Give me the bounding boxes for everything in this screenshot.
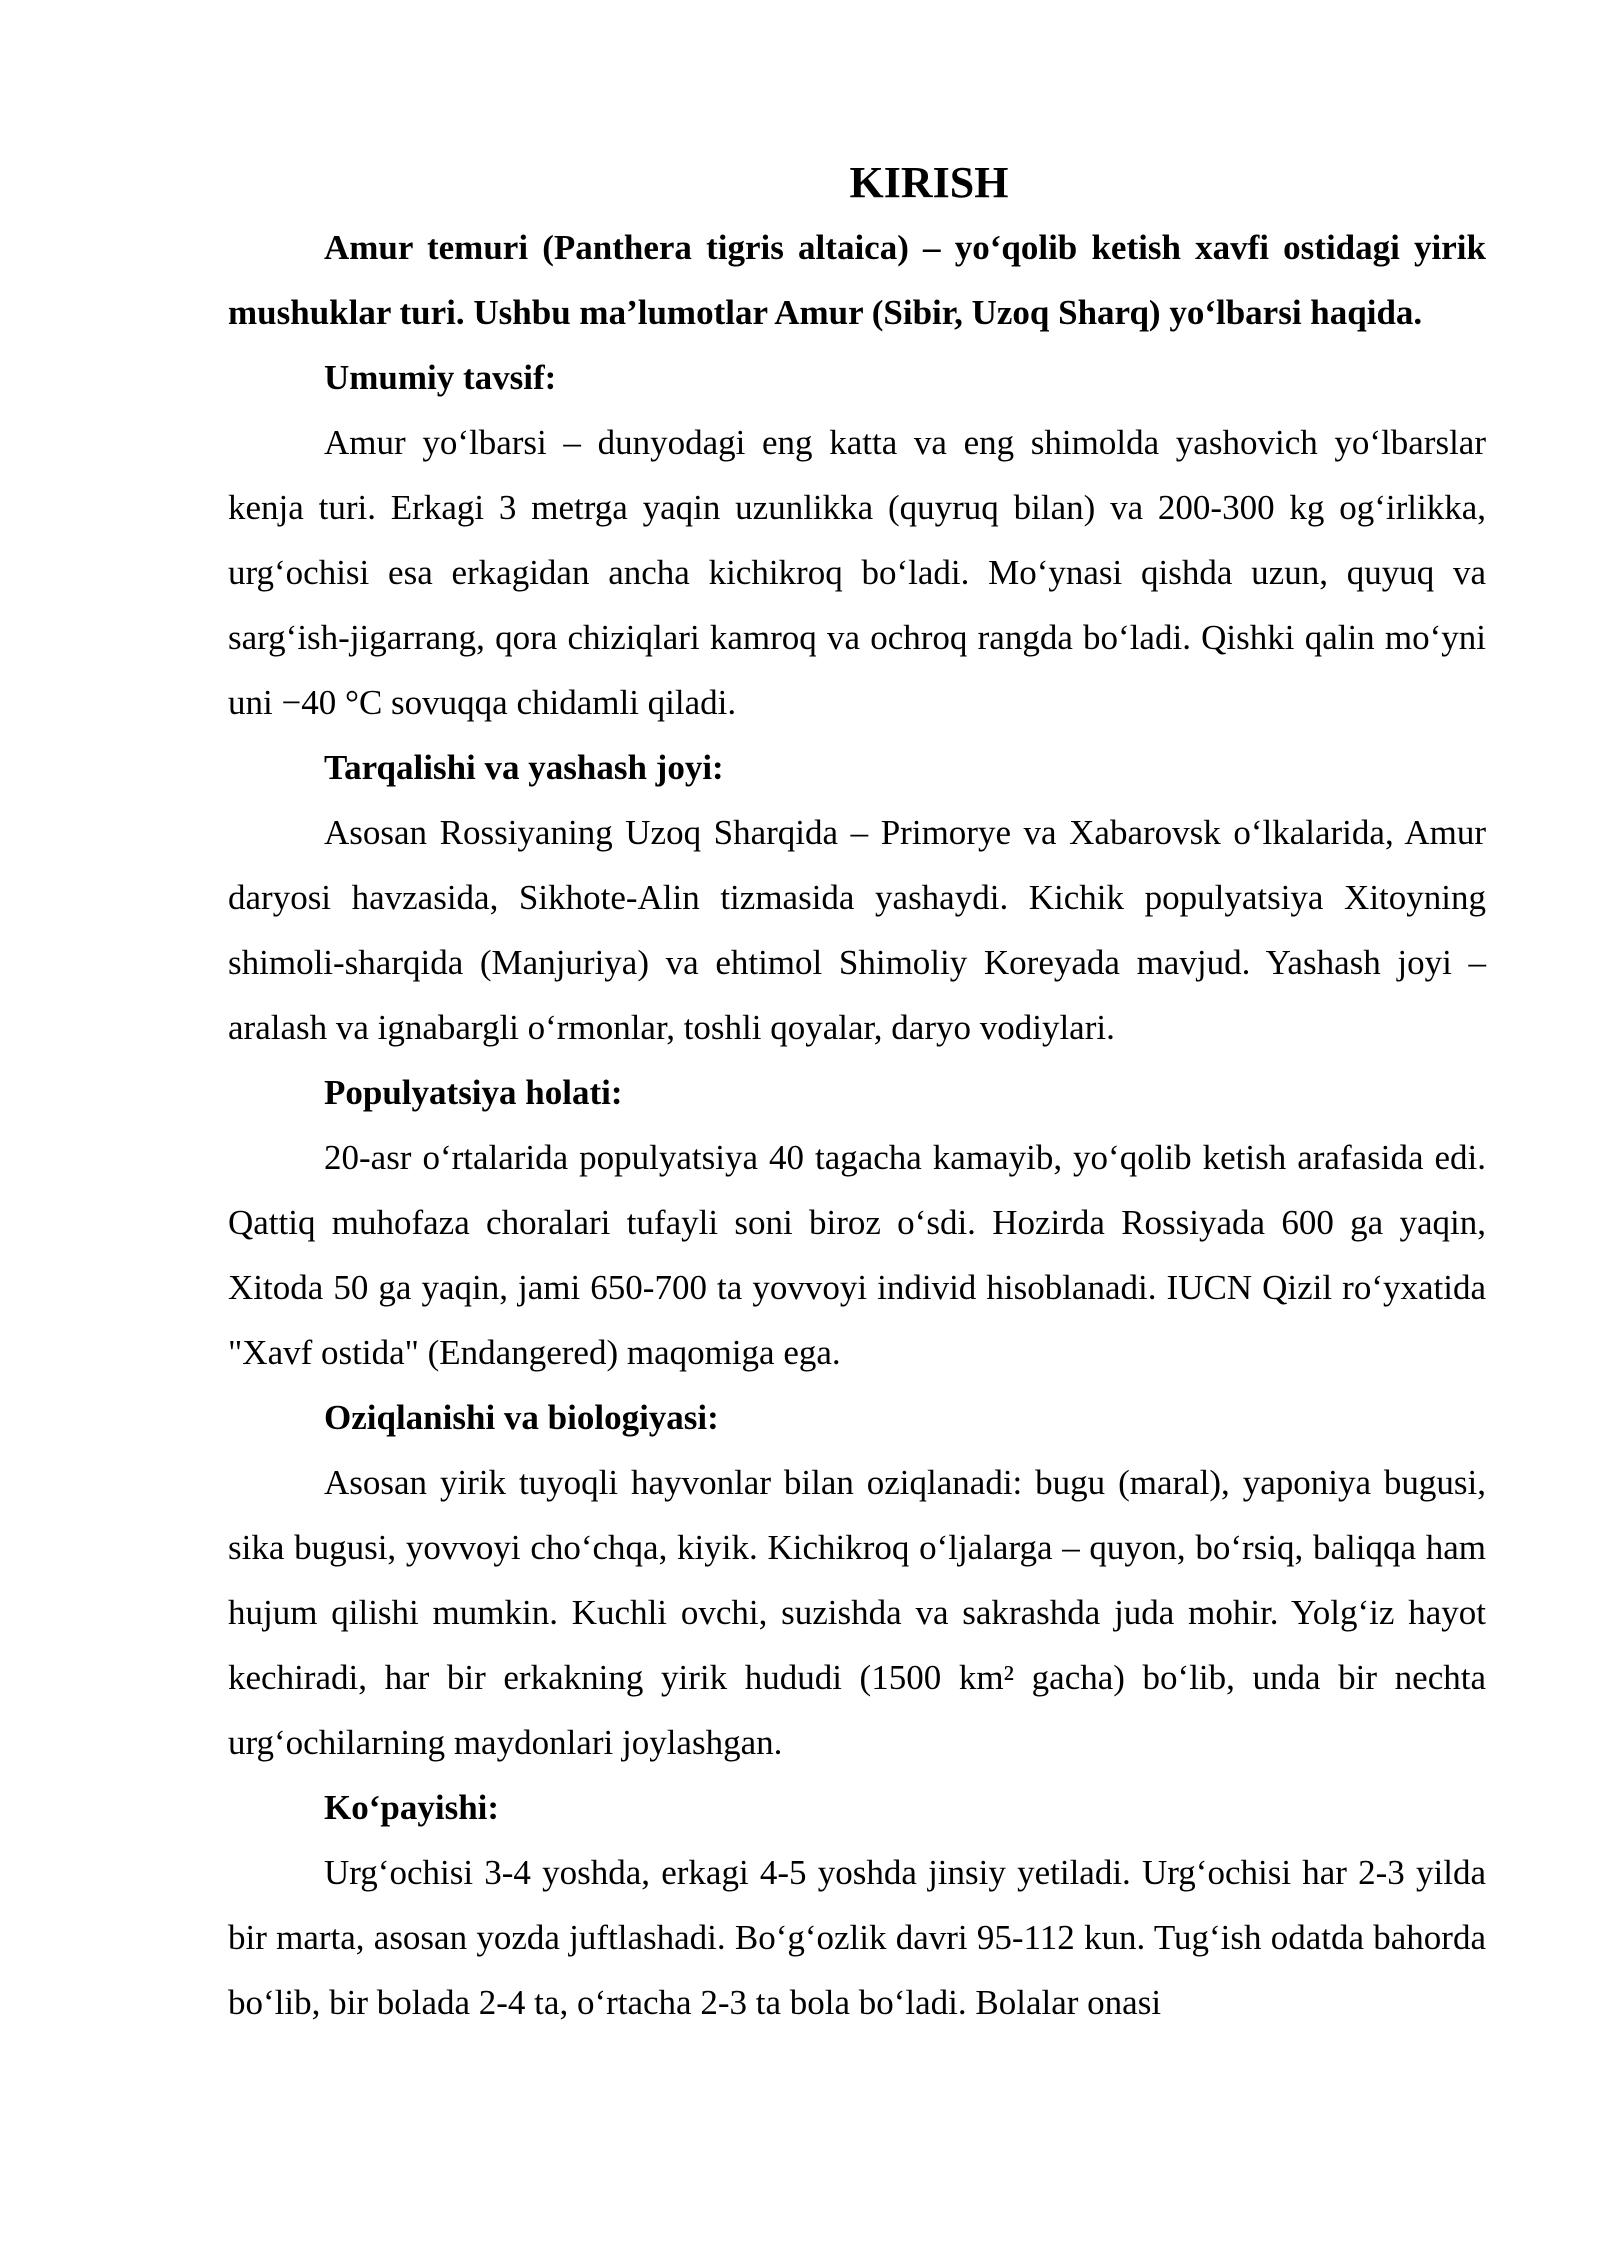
section-heading-reproduction: Ko‘payishi: <box>324 1788 500 1827</box>
section-heading-distribution: Tarqalishi va yashash joyi: <box>324 748 724 787</box>
section-heading-diet-biology: Oziqlanishi va biologiyasi: <box>324 1398 719 1437</box>
document-title: KIRISH <box>849 158 1009 207</box>
section-text-general-description: Amur yo‘lbarsi – dunyodagi eng katta va eng shimolda yashovich yo‘lbarslar kenja turi. Erkagi 3 metrga yaqin uzunlikka (quyruq bilan) va 200-300 kg og‘irlikka, urg‘ochisi esa erkagidan ancha kichikroq bo‘ladi. Mo‘ynasi qishda uzun, quyuq va sarg‘ish-jigarrang, qora chiziqlari kamroq va ochroq rangda bo‘ladi. Qishki qalin mo‘yni uni −40 °C sovuqqa chidamli qiladi. <box>228 423 1486 722</box>
section-text-diet-biology: Asosan yirik tuyoqli hayvonlar bilan oziqlanadi: bugu (maral), yaponiya bugusi, sika bugusi, yovvoyi cho‘chqa, kiyik. Kichikroq o‘ljalarga – quyon, bo‘rsiq, baliqqa ham hujum qilishi mumkin. Kuchli ovchi, suzishda va sakrashda juda mohir. Yolg‘iz hayot kechiradi, har bir erkakning yirik hududi (1500 km² gacha) bo‘lib, unda bir nechta urg‘ochilarning maydonlari joylashgan. <box>228 1463 1486 1762</box>
document-page <box>228 150 1486 2035</box>
section-heading-population: Populyatsiya holati: <box>324 1073 623 1112</box>
section-text-reproduction: Urg‘ochisi 3-4 yoshda, erkagi 4-5 yoshda jinsiy yetiladi. Urg‘ochisi har 2-3 yilda bir marta, asosan yozda juftlashadi. Bo‘g‘ozlik davri 95-112 kun. Tug‘ish odatda bahorda bo‘lib, bir bolada 2-4 ta, o‘rtacha 2-3 ta bola bo‘ladi. Bolalar onasi <box>228 1853 1486 2022</box>
intro-paragraph: Amur temuri (Panthera tigris altaica) – yo‘qolib ketish xavfi ostidagi yirik mushuklar turi. Ushbu ma’lumotlar Amur (Sibir, Uzoq Sharq) yo‘lbarsi haqida. <box>228 228 1486 332</box>
section-text-population: 20-asr o‘rtalarida populyatsiya 40 tagacha kamayib, yo‘qolib ketish arafasida edi. Qattiq muhofaza choralari tufayli soni biroz o‘sdi. Hozirda Rossiyada 600 ga yaqin, Xitoda 50 ga yaqin, jami 650-700 ta yovvoyi individ hisoblanadi. IUCN Qizil ro‘yxatida "Xavf ostida" (Endangered) maqomiga ega. <box>228 1138 1486 1372</box>
section-text-distribution: Asosan Rossiyaning Uzoq Sharqida – Primorye va Xabarovsk o‘lkalarida, Amur daryosi havzasida, Sikhote-Alin tizmasida yashaydi. Kichik populyatsiya Xitoyning shimoli-sharqida (Manjuriya) va ehtimol Shimoliy Koreyada mavjud. Yashash joyi – aralash va ignabargli o‘rmonlar, toshli qoyalar, daryo vodiylari. <box>228 813 1486 1047</box>
section-heading-general-description: Umumiy tavsif: <box>324 358 557 397</box>
